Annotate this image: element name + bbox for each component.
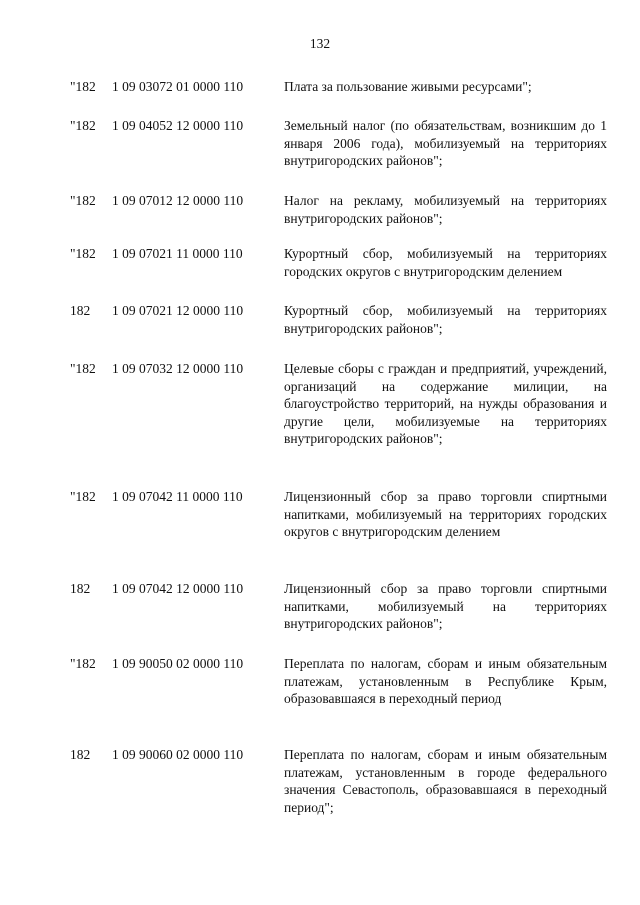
- budget-code: 1 09 07021 12 0000 110: [112, 303, 244, 318]
- code-description: Налог на рекламу, мобилизуемый на территориях внутригородских районов";: [284, 193, 607, 226]
- code-description: Плата за пользование живыми ресурсами";: [284, 79, 532, 94]
- code-description: Переплата по налогам, сборам и иным обязательным платежам, установленным в городе федерального значения Севастополь, образовавшаяся в переходный период";: [284, 747, 607, 815]
- budget-code: 1 09 04052 12 0000 110: [112, 118, 244, 133]
- code-description: Лицензионный сбор за право торговли спиртными напитками, мобилизуемый на территориях городских округов с внутригородским делением: [284, 489, 607, 540]
- admin-code: "182: [70, 79, 96, 94]
- page-number: 132: [309, 36, 331, 51]
- code-description: Лицензионный сбор за право торговли спиртными напитками, мобилизуемый на территориях внутригородских районов";: [284, 581, 607, 632]
- code-description: Земельный налог (по обязательствам, возникшим до 1 января 2006 года), мобилизуемый на территориях внутригородских районов";: [284, 118, 607, 169]
- admin-code: 182: [70, 303, 91, 318]
- admin-code: 182: [70, 581, 91, 596]
- budget-code: 1 09 03072 01 0000 110: [112, 79, 244, 94]
- budget-code: 1 09 07042 11 0000 110: [112, 489, 243, 504]
- admin-code: "182: [70, 361, 96, 376]
- budget-code: 1 09 07012 12 0000 110: [112, 193, 244, 208]
- admin-code: 182: [70, 747, 91, 762]
- admin-code: "182: [70, 118, 96, 133]
- budget-code: 1 09 90060 02 0000 110: [112, 747, 244, 762]
- budget-code: 1 09 90050 02 0000 110: [112, 656, 244, 671]
- code-description: Переплата по налогам, сборам и иным обязательным платежам, установленным в Республике Крым, образовавшаяся в переходный период: [284, 656, 607, 707]
- code-description: Курортный сбор, мобилизуемый на территориях городских округов с внутригородским делением: [284, 246, 607, 279]
- budget-code: 1 09 07042 12 0000 110: [112, 581, 244, 596]
- admin-code: "182: [70, 193, 96, 208]
- budget-code: 1 09 07021 11 0000 110: [112, 246, 243, 261]
- budget-code: 1 09 07032 12 0000 110: [112, 361, 244, 376]
- admin-code: "182: [70, 246, 96, 261]
- admin-code: "182: [70, 656, 96, 671]
- code-description: Целевые сборы с граждан и предприятий, учреждений, организаций на содержание милиции, на благоустройство территорий, на нужды образования и другие цели, мобилизуемые на территориях внутригородских районов";: [284, 361, 607, 447]
- code-description: Курортный сбор, мобилизуемый на территориях внутригородских районов";: [284, 303, 607, 336]
- admin-code: "182: [70, 489, 96, 504]
